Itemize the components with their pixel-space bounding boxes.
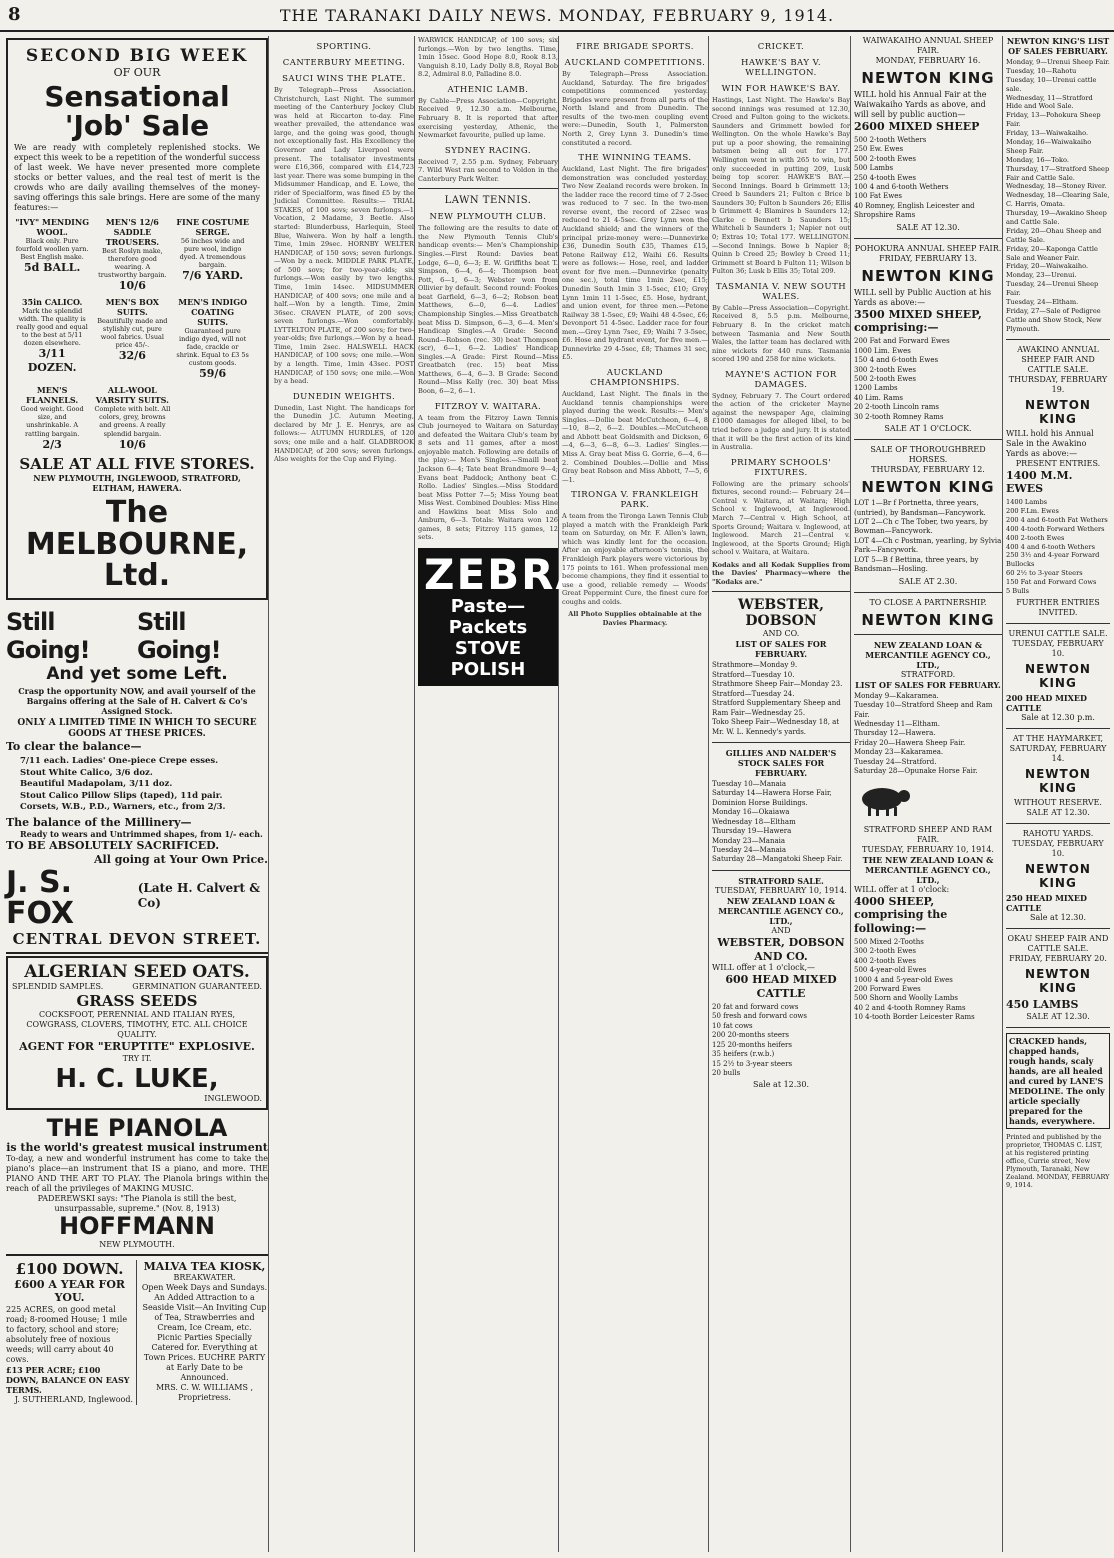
webster-title: WEBSTER, DOBSON [738,597,824,630]
awakino-date: THURSDAY, FEBRUARY 19. [1008,374,1108,394]
sydney-text: Received 7, 2.55 p.m. Sydney, February 7. Wild West ran second to Voldon in the Canterbury Park Welter. [418,157,558,183]
fire-head: FIRE BRIGADE SPORTS. [576,42,694,52]
masthead [0,0,1114,32]
melbourne-intro: We are ready with completely replenished stocks. We expect this week to be a repetition of the wonderful success of last week. We have never presented more complete stocks or better values, and the real test of merit is the crowds who are daily availing themselves of the money-saving offerings this sale brings. Here are some of the many features:— [14,142,260,212]
fox-sub: And yet some Left. [46,663,228,684]
np-club-head: NEW PLYMOUTH CLUB. [429,212,547,223]
cricket-head: CRICKET. [757,42,805,52]
nk-sales-list: Monday, 9—Urenui Sheep Fair. Tuesday, 10—Rahotu Tuesday, 10—Urenui cattle sale. Wednesday, 11—Stratford Hide and Wool Sale. Friday, 13—Pohokura Sheep Fair. Friday, 13—Waiwakaiho. Monday, 16—Waiwakaiho Sheep Fair. Monday, 16—Toko. Thursday, 17—Stratford Sheep Fair and Cattle Sale. Wednesday, 18—Stoney River. Wednesday, 18—Clearing Sale, C. Harris, Omata. Thursday, 19—Awakino Sheep and Cattle Sale. Friday, 20—Ohau Sheep and Cattle Sale. Friday, 20—Kaponga Cattle Sale and Weaner Fair. Friday, 20—Waiwakaiho. Monday, 23—Urenui. Tuesday, 24—Urenui Sheep Fair. Tuesday, 24—Eltham. Friday, 27—Sale of Pedigree Cattle and Show Stock, New Plymouth. [1006,58,1110,333]
tennis-text: The following are the results to date of the New Plymouth Tennis Club's handicap events:— Men's Championship Singles.—First Round: Davies beat Lodge, 6—0, 6—3; E. W. Griffiths beat T. Simpson, 6—4, 6—4; Thompson beat Pott, 6—1, 6—3; Webster won from Ollivier by default. Second round: Fookes beat Garfield, 6—3, 6—2; Robson beat Matthews, 6—0, 6—4. Ladies' Championship Singles.—Miss Greatbatch beat Miss D. Simpson, 6—3, 6—4. Men's Handicap Singles.—A Grade: Second Round—Robson (rec. 30) beat Thompson (scr), 6—1, 6—2. Ladies' Handicap Singles.—A Grade: First Round—Miss Greatbatch (rec. 15) beat Miss Matthews, 6—4, 6—3. B Grade: Second Round—Miss Kelly (rec. 30) beat Miss Boon, 6—2, 6—1. [418,224,558,395]
pianola-quote: PADEREWSKI says: "The Pianola is still the best, unsurpassable, supreme." (Nov. 8, 1913) [37,1194,237,1214]
pohokura-time: SALE AT 1 O'CLOCK. [884,424,972,434]
primary-text: Following are the primary schools' fixtures, second round:— February 24—Central v. Waitara, at Waitara; High School v. Inglewood, at Inglewood. March 7—Central v. High School, at Sports Ground; Waitara v. Inglewood, at Inglewood. March 21—Central v. Inglewood, at the Sports Ground; High school v. Waitara, at Waitara. [712,479,850,557]
winning-text: Auckland, Last Night. The fire brigades' demonstration was concluded yesterday. Two New Zealand records were broken. In the ladder race the record time of 7 2-5sec was reduced to 7 sec. In the two-men reverse event, the record of 22sec was reduced to 21 4-5sec. Grey Lynn won the Auckland shield; and the winners of the principal prize-money were:—Dunnevirke £36, Dunedin South £35, Thames £15, Petone Railway £12, Waihi £6. Results were as follows:— Hose, reel, and ladder event for five men.—Dunnevirke (penalty one sec.), total time 1min 2sec, £15; Dunedin South 1min 3 1-5sec, £10; Grey Lynn 1min 11 1-5sec, £5. Hose, hydrant, and union event, for three men.—Petone Railway 38 1-5sec, £9; Waihi 48 4-5sec, £6; Devonport 51 4-5sec. Ladder race for four men.—Grey Lynn 7sec, £9; Waihi 7 3-5sec, £6. Hose and hydrant event, for five men.—Dunnevirke 29 4-5sec, £8; Thames 31 sec, £5. [562,165,708,362]
luke-grass-list: COCKSFOOT, PERENNIAL AND ITALIAN RYES, COWGRASS, CLOVERS, TIMOTHY, ETC. ALL CHOICE QUALITY. [26,1009,248,1039]
luke-left: SPLENDID SAMPLES. [12,981,104,991]
urenui-date: TUESDAY, FEBRUARY 10. [1012,638,1104,658]
melbourne-item: MEN'S BOX SUITS. Beautifully made and stylishly cut, pure wool fabrics. Usual price 45/-. 32/6 [97,296,168,363]
waiwakaiho-will: WILL hold his Annual Fair at the Waiwakaiho Yards as above, and will sell by public auction— [854,90,987,119]
pohokura-will: WILL sell by Public Auction at his Yards as above:— [854,287,992,307]
primary-head: PRIMARY SCHOOLS' FIXTURES. [730,457,832,478]
webster-list: LIST OF SALES FOR FEBRUARY. [735,639,827,660]
okau-time: SALE AT 12.30. [1026,1011,1090,1021]
urenui-head: URENUI CATTLE SALE. [1008,628,1108,638]
melbourne-line1: SECOND BIG WEEK [25,46,249,66]
canterbury-head: CANTERBURY MEETING. [282,58,406,68]
sheep-icon [854,783,914,817]
dunedin-head: DUNEDIN WEIGHTS. [292,391,396,402]
haymarket-reserve: WITHOUT RESERVE. [1014,797,1102,807]
waiwakaiho-big: 2600 MIXED SHEEP [854,120,980,133]
awakino-will: WILL hold his Annual Sale in the Awakino Yards as above:— [1006,428,1094,458]
zebra-line2: Paste—Packets [448,596,528,638]
luke-agent: AGENT FOR "ERUPTITE" EXPLOSIVE. [19,1039,255,1053]
cracked-ad: CRACKED hands, chapped hands, rough hands, scaly hands, are all healed and cured by LANE'S MEDOLINE. The only article specially prepared for the hands, everywhere. [1006,1033,1110,1129]
newton-king-name: NEWTON KING [1025,397,1091,426]
column-6 [854,36,1003,1552]
webster-sales: Strathmore—Monday 9. Stratford—Tuesday 10. Strathmore Sheep Fair—Monday 23. Stratford—Tuesday 24. Stratford Supplementary Sheep and Ram Fair—Wednesday 25. Toko Sheep Fair—Wednesday 18, at Mr. W. L. Kennedy's yards. [712,661,843,736]
melbourne-item: 35in CALICO. Mark the splendid width. The quality is really good and equal to the best at 5/11 dozen elsewhere. 3/11 DOZEN. [16,296,88,375]
stratford-title: STRATFORD SALE. [738,875,824,886]
kiosk-prop: MRS. C. W. WILLIAMS , Proprietress. [155,1383,254,1403]
melbourne-sale-line: SALE AT ALL FIVE STORES. [19,455,255,474]
fox-brand: J. S. FOX [6,864,75,932]
kiosk-title: MALVA TEA KIOSK, [143,1259,266,1273]
fox-late: (Late H. Calvert & Co) [137,880,261,910]
pianola-body: To-day, a new and wonderful instrument has come to take the piano's place—an instrument that IS a piano, and more. THE PIANO AND THE ART TO PLAY. The Pianola brings within the reach of all the privileges of MAKING MUSIC. [6,1154,268,1194]
waiwakaiho-date: MONDAY, FEBRUARY 16. [875,56,981,65]
sydney-head: SYDNEY RACING. [444,145,532,156]
imprint: Printed and published by the proprietor, THOMAS C. LIST, at his registered printing office, Currie street, New Plymouth, Taranaki, New Zealand. MONDAY, FEBRUARY 9, 1914. [1006,1132,1110,1190]
melbourne-item: MEN'S INDIGO COATING SUITS. Guaranteed pure indigo dyed, will not fade, crackle or shrink. Equal to £3 5s custom goods. 59/6 [176,296,249,381]
racing-text: By Telegraph—Press Association. Christchurch, Last Night. The summer meeting of the Canterbury Jockey Club was held at Riccarton to-day. Fine weather prevailed, the attendance was large, and the going was good, though not exceptionally fast. His Excellency the Governor and Lady Liverpool were present. The totalisator investments were £16,366, compared with £14,723 last year. There was some bumping in the Midsummer Handicap, and E. Lowe, the rider of Specialform, was fined £5 by the Judicial Committee. Results:— TRIAL STAKES, of 100 sovs; seven furlongs.—1 Vocation, 2 Madame, 3 Beetle. Also started: Blunderbuss, Harlequin, Steel Blue, Waiwera. Won by half a length. Time, 1min 29sec. HORNBY WELTER HANDICAP, of 150 sovs; seven furlongs.—Won by a neck. MIDDLE PARK PLATE, of 500 sovs; for two-year-olds; six furlongs.—Won easily by two lengths. Time, 1min 14sec. MIDSUMMER HANDICAP, of 400 sovs; one mile and a half.—Won by a length. Time, 2min 36sec. CRAVEN PLATE, of 200 sovs; seven furlongs.—Won comfortably. LYTTELTON PLATE, of 200 sovs; for two-year-olds; five furlongs.—Won by a head. Time, 1min 2sec. HALSWELL HACK HANDICAP, of 100 sovs; one mile.—Won by a length. Time, 1min 43sec. POST HANDICAP, of 150 sovs; one mile.—Won by a head. [274,86,414,386]
waiwakaiho-head: WAIWAKAIHO ANNUAL SHEEP FAIR. [862,36,994,55]
luke-brand: H. C. LUKE, [55,1063,219,1094]
okau-head: OKAU SHEEP FAIR AND CATTLE SALE. [1007,933,1109,953]
fox-clear: To clear the balance— [6,740,142,754]
stratford-lot: 600 HEAD MIXED CATTLE [725,973,837,1001]
melbourne-brand: The MELBOURNE, Ltd. [25,495,249,594]
winning-head: THE WINNING TEAMS. [578,153,692,164]
newton-king-name: NEWTON KING [1025,966,1091,995]
tironga-text: A team from the Tironga Lawn Tennis Club played a match with the Frankleigh Park team on Saturday, on Mr. F. Allen's lawn, which was kindly lent for the occasion. After an enjoyable afternoon's tennis, the Frankleigh Park players were victorious by 175 points to 161. When professional men become champions, they find it essential to use a good, reliable remedy — Woods' Great Peppermint Cure, the finest cure for coughs and colds. [562,512,708,606]
partnership-head: TO CLOSE A PARTNERSHIP. [869,597,987,607]
ram-date: TUESDAY, FEBRUARY 10, 1914. [862,844,994,854]
stratford-lines: 20 fat and forward cows 50 fresh and forward cows 10 fat cows 200 20-months steers 125 20-months heifers 35 heifers (r.w.b.) 15 2½ to 3-year steers 20 bulls [712,1002,808,1077]
luke-right: GERMINATION GUARANTEED. [132,981,262,991]
stratford-will: WILL offer at 1 o'clock,— [712,963,816,973]
pohokura-date: FRIDAY, FEBRUARY 13. [879,253,977,263]
pianola-town: NEW PLYMOUTH. [99,1239,175,1249]
newton-king-name: NEWTON KING [1025,766,1091,795]
column-3 [418,36,591,1552]
fox-crasp: Crasp the opportunity NOW, and avail yourself of the Bargains offering at the Sale of H. Calvert & Co's Assigned Stock. [18,685,256,716]
column-5 [712,36,851,1552]
cricket-text: Hastings, Last Night. The Hawke's Bay second innings was resumed at 12.30, Creed and Fulton going to the wickets. Saunders and Grimmett bowled for Wellington. On the whole Hawke's Bay put up a poor showing, the remaining batsmen being all out for 177. Wellington went in with 265 to win, but only succeeded in putting 209, Lusk being top scorer. HAWKE'S BAY.—Second Innings. Board b Grimmett 13; Creed b Saunders 21; Fulton c Brice b Saunders 30; Fulton b Saunders 26; Ellis b Grimmett 4; Blamires b Saunders 12; Clarke c Bennett b Saunders 15; Whitcheli b Saunders 1; Napier not out 0; Extras 10; Total 177. WELLINGTON.—Second Innings. Bowe b Napier 8; Quinn b Creed 25; Bowley b Creed 11; Grimmett st Board b Fulton 11; Wilson b Fulton 36; Lusk b Ellis 35; Total 209. [712,96,850,276]
fitzroy-text: A team from the Fitzroy Lawn Tennis Club journeyed to Waitara on Saturday and defeated the Waitara Club's team by 8 sets and 11 games, after a most enjoyable match. Following are details of the play:— Men's Singles.—Smaill beat Jackson 6—4; Tate beat Brandmore 9—4; Evans beat Paddock; Anthony beat C. Rollo. Ladies' Singles.—Miss Stoddard beat Miss Potter 7—5; Miss Young beat Miss West. Combined Doubles: Miss Hine and Hawkins beat Miss Solo and Amburn, 6—3. Totals: Waitara won 126 games, 8 sets; Fitzroy 115 games, 12 sets. [418,413,558,542]
kiosk-sub: BREAKWATER. [173,1273,236,1283]
sporting-head: SPORTING. [316,42,372,52]
photo-note: All Photo Supplies obtainable at the Davies Pharmacy. [568,610,702,627]
stratford-time: Sale at 12.30. [752,1080,810,1090]
newton-king-name: NEWTON KING [1025,661,1091,690]
column-4 [562,36,709,1552]
awakino-head: AWAKINO ANNUAL SHEEP FAIR AND CATTLE SALE. [1017,344,1099,374]
waiwakaiho-list: 500 2-tooth Wethers 250 Ew. Ewes 500 2-tooth Ewes 500 Lambs 250 4-tooth Ewes 100 4 and 6-tooth Wethers 100 Fat Ewes 40 Romney, English Leicester and Shropshire Rams [854,135,975,220]
stratford-firm: NEW ZEALAND LOAN & MERCANTILE AGENCY CO., LTD., [718,895,844,926]
fox-headline: Still Going! Still Going! [6,607,221,664]
luke-title: ALGERIAN SEED OATS. [24,961,250,982]
kiosk-body: Open Week Days and Sundays. An Added Attraction to a Seaside Visit—An Inviting Cup of Tea, Strawberries and Cream, Ice Cream, etc. [141,1283,268,1333]
auck-champs-head: AUCKLAND CHAMPIONSHIPS. [590,368,680,388]
nk-list-title: NEWTON KING'S LIST OF SALES FEBRUARY. [1006,36,1110,56]
webster-and: AND CO. [762,629,800,639]
ram-big: 4000 SHEEP, comprising the following:— [854,894,948,936]
webster-ad [712,597,850,737]
kodaks-note: Kodaks and all Kodak Supplies from the Davies' Pharmacy—where the "Kodaks are." [712,560,850,586]
urenui-time: Sale at 12.30 p.m. [1021,712,1095,722]
melbourne-line2: OF OUR [113,66,161,79]
fox-limited: ONLY A LIMITED TIME IN WHICH TO SECURE GOODS AT THESE PRICES. [17,717,257,740]
thoroughbred-date: THURSDAY, FEBRUARY 12. [871,465,985,475]
farm-body: 225 ACRES, on good metal road; 8-roomed House; 1 mile to factory, school and store; absolutely free of noxious weeds; will carry about 40 cows. [6,1305,128,1365]
farm-sub: £600 A YEAR FOR YOU. [13,1277,126,1305]
stratford-sale-ad [712,876,850,1091]
gillies-ad [712,748,850,865]
luke-try: TRY IT. [122,1053,152,1063]
okau-big: 450 LAMBS [1006,997,1079,1011]
gisborne-head: ATHENIC LAMB. [447,84,529,95]
fox-millinery2: Ready to wears and Untrimmed shapes, from 1/- each. [20,829,263,840]
column-7 [1006,36,1110,1552]
fox-ad [6,606,268,954]
melbourne-title: Sensational 'Job' Sale [44,79,230,143]
pianola-ad [6,1113,268,1256]
gillies-sales: Tuesday 10—Manaia Saturday 14—Hawera Horse Fair, Dominion Horse Buildings. Monday 16—Okaiawa Wednesday 18—Eltham Thursday 19—Hawera Monday 23—Manaia Tuesday 24—Manaia Saturday 28—Mangatoki Sheep Fair. [712,779,843,864]
mayne-text: Sydney, February 7. The Court ordered the action of the cricketer Mayne against the newspaper Age, claiming £1000 damages for alleged libel, to be tried before a judge and jury. It is stated that it will be the first action of its kind in Australia. [712,391,850,452]
nz-loan-head: NEW ZEALAND LOAN & MERCANTILE AGENCY CO., LTD., [865,639,991,670]
urenui-big: 200 HEAD MIXED CATTLE [1006,692,1087,713]
bottom-ads [6,1260,268,1406]
ram-list: 500 Mixed 2-Tooths 300 2-tooth Ewes 400 2-tooth Ewes 500 4-year-old Ewes 1000 4 and 5-year-old Ewes 200 Forward Ewes 500 Shorn and Woolly Lambs 40 2 and 4-tooth Romney Rams 10 4-tooth Border Leicester Rams [854,937,975,1022]
thoroughbred-time: SALE AT 2.30. [898,576,958,586]
column-2 [274,36,415,1552]
zebra-ad [418,548,591,686]
rahotu-time: Sale at 12.30. [1029,912,1087,922]
haymarket-date: SATURDAY, FEBRUARY 14. [1009,743,1107,763]
farm-price: £13 PER ACRE; £100 DOWN, BALANCE ON EASY TERMS. [6,1365,130,1396]
win-head: WIN FOR HAWKE'S BAY. [721,84,841,94]
pianola-title: THE PIANOLA [46,1113,228,1142]
fox-lines: 7/11 each. Ladies' One-piece Crepe esses. Stout White Calico, 3/6 doz. Beautiful Madapolam, 3/11 doz. Stout Calico Pillow Slips (taped), 11d pair. Corsets, W.B., P.D., Warners, etc., from 2/3. [20,756,226,813]
luke-town: INGLEWOOD. [204,1093,262,1103]
newton-king-name: NEWTON KING [861,69,995,87]
zebra-line3: STOVE POLISH [450,638,526,680]
dunedin-text: Dunedin, Last Night. The handicaps for the Dunedin J.C. Autumn Meeting, declared by Mr J. E. Henrys, are as follows:— AUTUMN HURDLES, of 120 sovs; one mile and a half. GLADBROOK HANDICAP, of 200 sovs; seven furlongs. Also weights for the Cup and Flying. [274,403,414,464]
tasmania-text: By Cable—Press Association—Copyright. Received 8, 5.5 p.m. Melbourne, February 8. In the cricket match between Tasmania and New South Wales, the latter team has declared with nine wickets for 440 runs. Tasmania scored 190 and 258 for nine wickets. [712,303,850,364]
rahotu-head: RAHOTU YARDS. [1022,828,1094,838]
awakino-big: 1400 M.M. EWES [1006,468,1073,496]
newton-king-name: NEWTON KING [861,610,995,629]
haymarket-time: SALE AT 12.30. [1026,807,1090,817]
nz-loan-sales: Monday 9—Kakaramea. Tuesday 10—Stratford Sheep and Ram Fair. Wednesday 11—Eltham. Thursday 12—Hawera. Friday 20—Hawera Sheep Fair. Monday 23—Kakaramea. Tuesday 24—Stratford. Saturday 28—Opunake Horse Fair. [854,691,993,776]
newspaper-title: THE TARANAKI DAILY NEWS. MONDAY, FEBRUARY 9, 1914. [279,6,835,25]
gisborne-text: By Cable—Press Association—Copyright. Received 9, 12.30 a.m. Melbourne, February 8. It is reported that after exercising yesterday, Athenic, the Newmarket favourite, pulled up lame. [418,96,558,140]
awakino-entries: PRESENT ENTRIES. [1015,458,1101,468]
column-1 [6,36,269,1552]
hawkes-head: HAWKE'S BAY V. WELLINGTON. [740,58,822,78]
luke-ad [6,956,268,1110]
fox-millinery: The balance of the Millinery— [6,815,192,829]
newton-king-name: NEWTON KING [1025,861,1091,890]
zebra-brand: ZEBRA [424,550,591,599]
fox-sacrificed: TO BE ABSOLUTELY SACRIFICED. [6,839,220,853]
melbourne-item: FINE COSTUME SERGE. 56 inches wide and pure wool, indigo dyed. A tremendous bargain. 7/6 YARD. [176,216,249,283]
haymarket-head: AT THE HAYMARKET, [1012,733,1104,743]
melbourne-item: MEN'S FLANNELS. Good weight. Good size, and unshrinkable. A rattling bargain. 2/3 [20,385,84,451]
tasmania-head: TASMANIA V. NEW SOUTH WALES. [715,281,847,302]
fitzroy-head: FITZROY V. WAITARA. [434,401,542,412]
tennis-head: LAWN TENNIS. [444,195,532,207]
farm-ad [6,1260,137,1406]
stratford-firm2: WEBSTER, DOBSON AND CO. [717,935,845,963]
auck-champs-text: Auckland, Last Night. The finals in the Auckland tennis championships were played during the week. Results:— Men's Singles.—Dollie beat McCutcheon, 6—4, 8—10, 8—2, 6—2. Doubles.—McCutcheon and Abbott beat Goldsmith and Dickson, 6—4, 6—3, 6—8, 6—3. Ladies' Singles.—Miss A. Gray beat Miss G. Gorrie, 6—4, 6—2. Combined Doubles.—Dollie and Miss Gray beat Robson and Miss Abbott, 7—5, 6—1. [562,390,708,484]
newton-king-name: NEWTON KING [861,478,995,497]
mayne-head: MAYNE'S ACTION FOR DAMAGES. [725,369,837,390]
thoroughbred-head: SALE OF THOROUGHBRED HORSES. [870,445,986,465]
awakino-further: FURTHER ENTRIES INVITED. [1016,597,1100,617]
luke-grass: GRASS SEEDS [76,991,198,1010]
pianola-sub: is the world's greatest musical instrument [6,1140,268,1154]
melbourne-item: ALL-WOOL VARSITY SUITS. Complete with belt. All colors, grey, browns and greens. A really splendid bargain. 10/6 [94,385,171,451]
stratford-date: TUESDAY, FEBRUARY 10, 1914. [715,885,847,895]
fox-price-line: All going at Your Own Price. [94,853,268,866]
fox-street: CENTRAL DEVON STREET. [12,929,262,948]
sporting-continued: WARWICK HANDICAP, of 100 sovs; six furlongs.—Won by two lengths. Time, 1min 15sec. Good Hope 8.0, Rook 8.13, Vanguish 8.10, Lady Dolly 8.8, Royal Bob 8.2, Admiral 8.0, Palladine 8.0. [418,36,558,79]
nz-loan-town: STRATFORD. [900,669,956,679]
ram-firm: THE NEW ZEALAND LOAN & MERCANTILE AGENCY CO., LTD., [862,854,994,885]
ram-will: WILL offer at 1 o'clock: [854,884,950,894]
pianola-brand: HOFFMANN [59,1212,215,1241]
pohokura-big: 3500 MIXED SHEEP, comprising:— [854,307,982,335]
page-number: 8 [8,4,21,25]
farm-title: £100 DOWN. [15,1259,124,1278]
stratford-and: AND [771,925,791,935]
horse-list: LOT 1—Br f Portnetta, three years, (untried), by Bandsman—Fancywork. LOT 2—Ch c The Tober, two years, by Bowman—Fancywork. LOT 4—Ch c Postman, yearling, by Sylvia Park—Fancywork. LOT 5—B f Bettina, three years, by Bandsman—Hosling. [854,499,1002,574]
melbourne-towns: NEW PLYMOUTH, INGLEWOOD, STRATFORD, ELTHAM, HAWERA. [33,473,241,494]
nz-loan-list-title: LIST OF SALES FOR FEBRUARY. [855,679,1001,690]
awakino-list: 1400 Lambs 200 F.Lm. Ewes 200 4 and 6-tooth Fat Wethers 400 4-tooth Forward Wethers 400 2-tooth Ewes 400 4 and 6-tooth Wethers 250 3½ and 4-year Forward Bullocks 60 2½ to 3-year Steers 150 Fat and Forward Cows 5 Bulls [1006,498,1108,596]
fire-text: By Telegraph—Press Association. Auckland, Saturday. The fire brigades' competitions commenced yesterday. Brigades were present from all parts of the North Island and from Dunedin. The results of the two-men coupling event were:—Dunedin, South 1, Palmerston North 2, Grey Lynn 3. Dunedin's time constituted a record. [562,70,708,147]
sauci-head: SAUCI WINS THE PLATE. [282,74,406,84]
tironga-head: TIRONGA V. FRANKLEIGH PARK. [571,490,699,511]
melbourne-ad [6,38,268,600]
farm-agent: J. SUTHERLAND, Inglewood. [14,1395,133,1405]
waiwakaiho-time: SALE AT 12.30. [896,222,960,232]
melbourne-item: MEN'S 12/6 SADDLE TROUSERS. Best Roslyn make, therefore good wearing. A trustworthy bargain. 10/6 [98,216,167,293]
kiosk-picnic: Picnic Parties Specially Catered for. Everything at Town Prices. EUCHRE PARTY at Early Date to be Announced. [143,1333,266,1383]
rahotu-big: 250 HEAD MIXED CATTLE [1006,892,1087,913]
pohokura-head: POHOKURA ANNUAL SHEEP FAIR. [854,243,1002,253]
kiosk-ad [141,1260,268,1406]
rahotu-date: TUESDAY, FEBRUARY 10. [1012,838,1104,858]
sheep-caption: STRATFORD SHEEP AND RAM FAIR. [863,824,993,844]
newton-king-name: NEWTON KING [861,266,995,285]
melbourne-items [14,217,260,452]
melbourne-item: "IVY" MENDING WOOL. Black only. Pure fourfold woollen yarn. Best English make. 5d BALL. [15,216,90,274]
pohokura-list: 200 Fat and Forward Ewes 1000 Lim. Ewes 150 4 and 6-tooth Ewes 300 2-tooth Ewes 500 2-tooth Ewes 1200 Lambs 40 Lim. Rams 20 2-tooth Lincoln rams 30 2-tooth Romney Rams [854,337,950,421]
auckland-comp-head: AUCKLAND COMPETITIONS. [564,58,706,68]
gillies-title: GILLIES AND NALDER'S STOCK SALES FOR FEBRUARY. [725,747,837,778]
okau-date: FRIDAY, FEBRUARY 20. [1009,953,1107,963]
